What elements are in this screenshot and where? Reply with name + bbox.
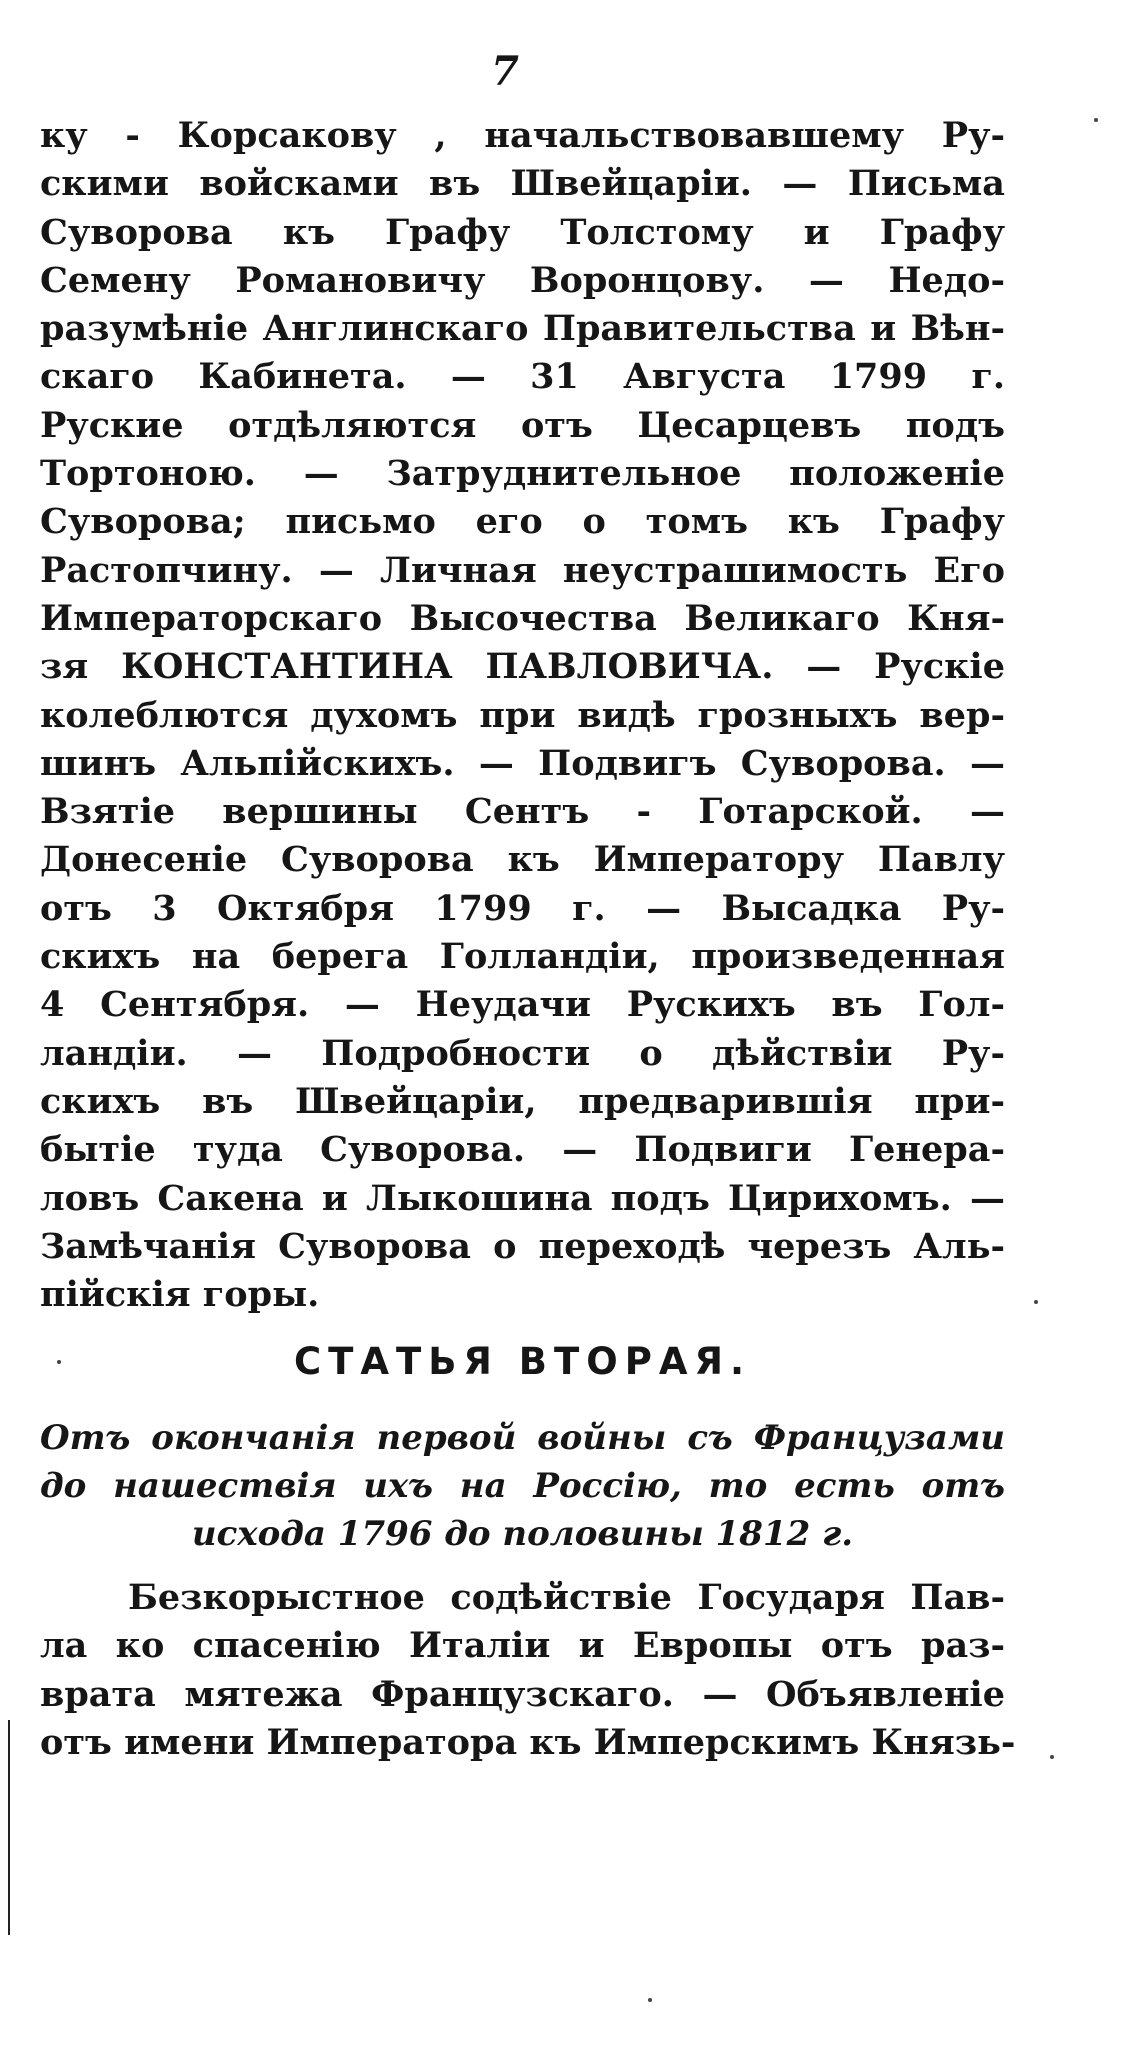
scan-margin-line xyxy=(8,1720,10,1935)
text-line: Суворова; письмо его о томъ къ Графу xyxy=(40,501,1005,543)
text-line: скихъ на берега Голландіи, произведенная xyxy=(40,936,1005,978)
text-line: 4 Сентября. — Неудачи Рускихъ въ Гол- xyxy=(40,984,1005,1026)
text-line: Безкорыстное содѣйствіе Государя Пав- xyxy=(128,1577,1005,1618)
text-line: Взятіе вершины Сентъ - Готарской. — xyxy=(40,791,1005,833)
text-line: Семену Романовичу Воронцову. — Недо- xyxy=(40,259,1005,301)
text-line: ку - Корсакову , начальствовавшему Ру- xyxy=(40,115,1005,156)
subtitle-line: Отъ окончанія первой войны съ Французами xyxy=(40,1418,1005,1458)
text-line: бытіе туда Суворова. — Подвиги Генера- xyxy=(40,1129,1005,1171)
subtitle-line: до нашествія ихъ на Россію, то есть отъ xyxy=(40,1466,1005,1506)
scan-speck xyxy=(1034,1300,1038,1304)
text-line: колеблются духомъ при видѣ грозныхъ вер- xyxy=(40,694,1005,736)
text-line: разумѣніе Англинскаго Правительства и Вѣн- xyxy=(40,308,1005,350)
text-line: ловъ Сакена и Лыкошина подъ Цирихомъ. — xyxy=(40,1177,1005,1219)
text-line: Тортоною. — Затруднительное положеніе xyxy=(40,453,1005,495)
text-line: пійскія горы. xyxy=(40,1274,320,1316)
text-line: ла ко спасенію Италіи и Европы отъ раз- xyxy=(40,1625,1005,1667)
scan-speck xyxy=(648,1998,652,2002)
text-line: скими войсками въ Швейцаріи. — Письма xyxy=(40,163,1005,205)
text-line: скихъ въ Швейцаріи, предварившія при- xyxy=(40,1080,1005,1122)
text-line: шинъ Альпійскихъ. — Подвигъ Суворова. — xyxy=(40,742,1005,784)
text-line: отъ имени Императора къ Имперскимъ Князь- xyxy=(40,1721,1016,1763)
text-line: врата мятежа Французскаго. — Объявленіе xyxy=(40,1673,1005,1715)
text-line: Руские отдѣляются отъ Цесарцевъ подъ xyxy=(40,404,1005,446)
text-line: Донесеніе Суворова къ Императору Павлу xyxy=(40,839,1005,881)
text-line: скаго Кабинета. — 31 Августа 1799 г. xyxy=(40,356,1005,398)
section-subtitle xyxy=(40,1414,1005,1558)
text-line: ландіи. — Подробности о дѣйствіи Ру- xyxy=(40,1032,1005,1074)
text-line: Замѣчанія Суворова о переходѣ черезъ Аль- xyxy=(40,1225,1005,1267)
page-number: 7 xyxy=(491,48,519,95)
text-line: Растопчину. — Личная неустрашимость Его xyxy=(40,549,1005,591)
scan-speck xyxy=(1094,118,1098,122)
text-line: зя КОНСТАНТИНА ПАВЛОВИЧА. — Рускіе xyxy=(40,646,1005,688)
scan-speck xyxy=(1050,1755,1054,1759)
text-line: Суворова къ Графу Толстому и Графу xyxy=(40,211,1005,253)
text-line: Императорскаго Высочества Великаго Кня- xyxy=(40,597,1005,639)
scan-speck xyxy=(57,1360,61,1364)
section-paragraph xyxy=(40,1574,1016,1767)
subtitle-line: исхода 1796 до половины 1812 г. xyxy=(191,1514,854,1554)
contents-paragraph xyxy=(40,112,1005,1319)
section-heading: СТАТЬЯ ВТОРАЯ. xyxy=(293,1340,752,1383)
text-line: отъ 3 Октября 1799 г. — Высадка Ру- xyxy=(40,887,1005,929)
